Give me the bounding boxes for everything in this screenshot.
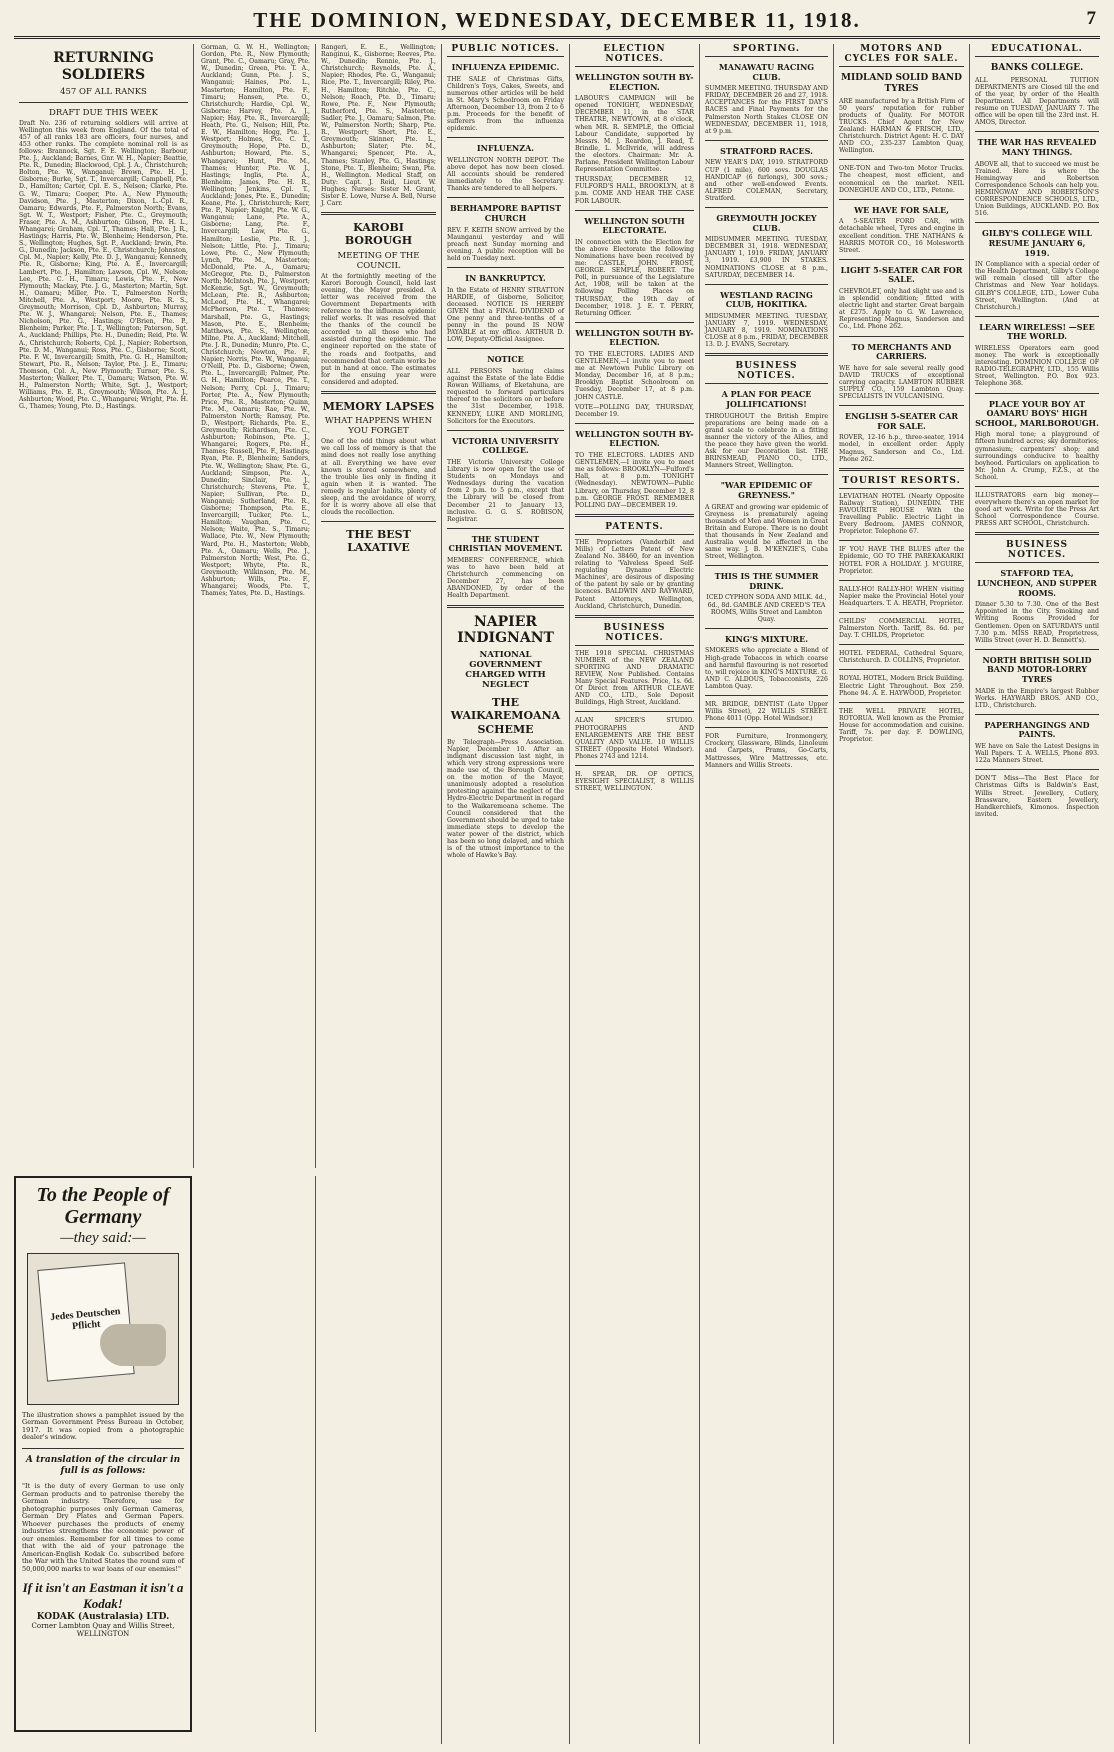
divider <box>575 711 694 712</box>
napier-text: By Telegraph—Press Association. Napier, December 10. After an indignant discussion last night, in which very strong expressions were made use of, the Borough Council, on the motion of the Mayor, unanimously adopted a resolution protesting against the neglect of the Hydro-Electric Department in regard to the Waikaremoana scheme. The Council considered that the Government should be urged to take immediate steps to develop the water power of the district, which has been so long delayed, and which is of the utmost importance to the whole of Hawke's Bay. <box>447 738 564 860</box>
gilbys-text: IN Compliance with a special order of the Health Department, Gilby's College will remain closed till after the Christmas and New Year holidays. GILBY'S COLLEGE, LTD., Lower Cuba Street, Wellington. (And at Christchurch.) <box>975 261 1099 311</box>
divider <box>839 336 964 337</box>
peace-advert-title: A PLAN FOR PEACE JOLLIFICATIONS! <box>721 389 812 409</box>
hotel-advert: ROYAL HOTEL, Modern Brick Building. Electric Light Throughout. Box 259. Phone 94. A. E. HAYWOOD, Proprietor. <box>839 675 964 697</box>
divider <box>19 102 188 103</box>
divider <box>839 702 964 703</box>
council-headline: KAROBI BOROUGH <box>344 221 413 248</box>
notice-item <box>447 437 564 523</box>
illustrators-advert: ILLUSTRATORS earn big money— everywhere there's an open market for good art work. Write for the Press Art School Correspondence Course. PRESS ART SCHOOL, Christchurch. <box>975 492 1099 528</box>
business-notice-text: THE 1918 SPECIAL CHRISTMAS NUMBER of the NEW ZEALAND SPORTING AND DRAMATIC REVIEW, Now Published. Contains Many Special Features. Price, 1s. 6d. Of Direct from ARTHUR CLEAVE AND CO., LTD., Sole Deposit Buildings, High Street, Auckland. <box>575 649 694 707</box>
tea-rooms-text: Dinner 5.30 to 7.30. One of the Best Appointed in the City. Smoking and Writing Rooms Provided for Gentlemen. Open on SATURDAYS until 7.30 p.m. MISS READ, Proprietress, Willis Street (over H. D. Bennett's). <box>975 601 1099 644</box>
hotel-advert: LEVIATHAN HOTEL (Nearly Opposite Railway Station), DUNEDIN. THE FAVOURITE HOUSE With the Travelling Public. Electric Light in Every Bedroom. JAMES CONNOR, Proprietor. Telephone 67. <box>839 492 964 536</box>
column-7 <box>834 44 970 1744</box>
divider <box>447 137 564 138</box>
newspaper-title: THE DOMINION, WEDNESDAY, DECEMBER 11, 1918. <box>253 8 861 32</box>
divider <box>705 727 828 728</box>
divider <box>447 528 564 529</box>
divider <box>321 391 436 394</box>
divider <box>575 514 694 517</box>
war-revealed-text: ABOVE all, that to succeed we must be Trained. Here is where the Hemingway and Robertson Correspondence Schools can help you. HEMINGWAY AND ROBERTSON'S CORRESPONDENCE SCHOOLS, LTD., Union Buildings, AUCKLAND. P.O. Box 516. <box>975 160 1099 218</box>
racing-club-text: MIDSUMMER MEETING. TUESDAY, DECEMBER 31, 1918. WEDNESDAY, JANUARY 1, 1919. FRIDAY, JANUARY 3, 1919. £3,900 IN STAKES. NOMINATIONS CLOSE at 8 p.m., SATURDAY, DECEMBER 14. <box>705 236 828 279</box>
divider <box>705 695 828 696</box>
gilbys-title: GILBY'S COLLEGE WILL RESUME JANUARY 6, 1919. <box>982 228 1092 258</box>
divider <box>575 615 694 618</box>
column-5 <box>570 44 700 1744</box>
notice-title: IN BANKRUPTCY. <box>465 273 546 284</box>
column-2 <box>196 44 316 1168</box>
notice-title: THE STUDENT CHRISTIAN MOVEMENT. <box>448 533 563 554</box>
notice-text: THE SALE of Christmas Gifts, Children's Toys, Cakes, Sweets, and numerous other articles will be held in St. Mary's Schoolroom on Friday Afternoon, December 13, from 2 to 6 p.m. Proceeds for the benefit of sufferers from the influenza epidemic. <box>447 75 564 133</box>
divider <box>447 348 564 349</box>
election-notice-text: THURSDAY, DECEMBER 12, FULFORD'S HALL, BROOKLYN, at 8 p.m. COME AND HEAR THE CASE FOR LABOUR. <box>575 176 694 205</box>
tea-rooms-title: STAFFORD TEA, LUNCHEON, AND SUPPER ROOMS. <box>977 568 1097 598</box>
divider <box>447 197 564 198</box>
divider <box>705 140 828 141</box>
notice-text: MEMBERS' CONFERENCE, which was to have been held at Christchurch commencing on December 27, has been ABANDONED, by order of the Health Department. <box>447 556 564 600</box>
tyres-advert-title: MIDLAND SOLID BAND TYRES <box>841 73 962 94</box>
divider <box>839 199 964 200</box>
divider <box>447 605 564 608</box>
election-notice-text: TO THE ELECTORS. LADIES AND GENTLEMEN,—I invite you to meet me at Newtown Public Library on Monday, December 16, at 8 p.m.; Brooklyn Baptist Schoolroom on Tuesday, December 17, at 8 p.m. JOHN CASTLE. <box>575 351 694 401</box>
notice-item <box>447 355 564 424</box>
kings-mixture-text: SMOKERS who appreciate a Blend of High-grade Tobaccos in which coarse and harmful flavouring is not resorted to, will rejoice in KING'S MIXTURE. G. AND C. ALDOUS, Tobacconists, 226 Lambton Quay. <box>705 647 828 690</box>
returning-soldiers-headline: RETURNING SOLDIERS <box>53 50 154 83</box>
divider <box>705 474 828 475</box>
council-subhead: MEETING OF THE COUNCIL <box>337 250 420 271</box>
merchants-text: WE have for sale several really good DAVID TRUCKS of exceptional carrying capacity. LAMBTON RUBBER SUPPLY CO., 159 Lambton Quay. SPECIALISTS IN VULCANISING. <box>839 364 964 401</box>
divider <box>705 628 828 629</box>
racing-club-title: MANAWATU RACING CLUB. <box>718 62 815 82</box>
illustration-caption: The illustration shows a pamphlet issued by the German Government Press Bureau in October, 1917. It was copied from a photographic dealer's window. <box>22 1410 184 1441</box>
business-notices-heading: BUSINESS NOTICES. <box>975 540 1099 563</box>
divider <box>839 259 964 260</box>
divider <box>705 353 828 356</box>
page-number: 7 <box>1086 8 1096 29</box>
german-pamphlet-illustration <box>27 1253 179 1405</box>
racing-club-title: WESTLAND RACING CLUB, HOKITIKA. <box>720 289 813 310</box>
patents-heading: PATENTS. <box>575 522 694 535</box>
furniture-advert: FOR Furniture, Ironmongery, Crockery, Glassware, Blinds, Linoleum and Carpets, Prams, Go-Carts, Mattresses, Wire Mattresses, etc. Manners and Willis Streets. <box>705 733 828 769</box>
memory-lapses-headline: MEMORY LAPSES <box>322 400 435 414</box>
election-notice-title: WELLINGTON SOUTH BY-ELECTION. <box>575 428 694 449</box>
racing-club-text: SUMMER MEETING. THURSDAY AND FRIDAY, DECEMBER 26 and 27, 1918. ACCEPTANCES for the FIRST DAY'S RACES and Final Payments for the Palmerston North Stakes CLOSE ON WEDNESDAY, DECEMBER 11, 1918, at 9 p.m. <box>705 85 828 135</box>
trucks-advert: ONE-TON and Two-ton Motor Trucks. The cheapest, most efficient, and economical on the market. NEIL DONEGHUE AND CO., LTD., Petone. <box>839 165 964 194</box>
racing-club-title: STRATFORD RACES. <box>720 145 813 156</box>
kodak-subheadline: —they said:— <box>60 1230 146 1246</box>
divider <box>22 1448 184 1449</box>
english-car-title: ENGLISH 5-SEATER CAR FOR SALE. <box>845 411 958 431</box>
racing-club-text: MIDSUMMER MEETING. TUESDAY, JANUARY 7, 1919. WEDNESDAY, JANUARY 8, 1919. NOMINATIONS CLOSE at 8 p.m., FRIDAY, DECEMBER 13. D. J. EVANS, Secretary. <box>705 312 828 349</box>
studio-advert: ALAN SPICER'S STUDIO. PHOTOGRAPHS AND ENLARGEMENTS ARE THE BEST QUALITY AND VALUE. 10 WILLIS STREET (Opposite Hotel Windsor). Phones 2743 and 1214. <box>575 717 694 760</box>
boys-school-title: PLACE YOUR BOY AT OAMARU BOYS' HIGH SCHOOL, MARLBOROUGH. <box>975 398 1099 428</box>
summer-drink-title: THIS IS THE SUMMER DRINK. <box>714 571 819 591</box>
car-sale-title: LIGHT 5-SEATER CAR FOR SALE. <box>840 264 963 285</box>
divider <box>839 644 964 645</box>
notice-item <box>447 63 564 132</box>
memory-lapses-text: One of the odd things about what we call loss of memory is that the mind does not really lose anything at all. Everything we have ever known is stored somewhere, and the trouble lies only in finding it again when it is wanted. The remedy is regular habits, plenty of sleep, and the avoidance of worry, for it is worry above all else that clouds the recollection. <box>321 438 436 517</box>
divider <box>705 284 828 285</box>
wireless-text: WIRELESS Operators earn good money. The work is exceptionally interesting. DOMINION COLLEGE OF RADIO-TELEGRAPHY, LTD., 155 Willis Street, Wellington. P.O. Box 923. Telephone 368. <box>975 345 1099 388</box>
rubber-tyres-text: MADE in the Empire's largest Rubber Works. HAYWARD BROS. AND CO., LTD., Christchurch. <box>975 687 1099 709</box>
english-car-text: ROVER, 12-16 h.p., three-seater, 1914 model, in excellent order. Apply Magnus, Sanderson and Co., Ltd. Phone 262. <box>839 434 964 463</box>
hand-illustration <box>100 1324 166 1366</box>
for-sale-title: WE HAVE FOR SALE, <box>854 204 949 215</box>
greyness-advert-title: "WAR EPIDEMIC OF GREYNESS." <box>720 480 813 500</box>
notice-item <box>447 204 564 262</box>
pamphlet-title: Jedes Deutschen Pflicht <box>49 1305 121 1333</box>
divider <box>839 405 964 406</box>
kodak-advertisement <box>14 1176 192 1732</box>
divider <box>447 267 564 268</box>
summer-drink-text: ICED CYPHON SODA AND MILK. 4d., 6d., 8d. GAMBLE AND CREED'S TEA ROOMS, Willis Street and Lambton Quay. <box>706 594 827 623</box>
notice-text: THE Victoria University College Library is now open for the use of Students on Mondays and Wednesdays during the vacation from 2 p.m. to 5 p.m., except that the Library will be closed from December 21 to January 13, inclusive. G. G. S. ROBISON, Registrar. <box>447 458 564 523</box>
war-revealed-title: THE WAR HAS REVEALED MANY THINGS. <box>977 137 1097 158</box>
kodak-address: Corner Lambton Quay and Willis Street, WELLINGTON <box>31 1621 175 1638</box>
notice-title: VICTORIA UNIVERSITY COLLEGE. <box>452 435 559 456</box>
rubber-tyres-title: NORTH BRITISH SOLID BAND MOTOR-LORRY TYRES <box>982 654 1092 685</box>
tyres-advert-text: ARE manufactured by a British Firm of 50 years' reputation for rubber products of Quality. For MOTOR TRUCKS. Chief Agent for New Zealand: HARMAN & FRISCH, LTD., Christchurch. District Agent: H. C. DAY AND CO., 235-237 Lambton Quay, Wellington. <box>839 97 964 155</box>
napier-headline: NAPIER INDIGNANT <box>457 613 554 647</box>
notice-item <box>447 535 564 600</box>
divider <box>839 540 964 541</box>
election-notice-text: IN connection with the Election for the above Electorate the following Nominations have been received by me: CASTLE, JOHN. FROST, GEORGE. SEMPLE, ROBERT. The Poll, in pursuance of the Legislature Act, 1908, will be taken at the following Polling Places on THURSDAY, the 19th day of December, 1918. J. E. T. PERRY, Returning Officer. <box>575 238 694 317</box>
column-6 <box>700 44 834 1744</box>
notice-title: INFLUENZA. <box>476 143 535 154</box>
election-notices-heading: ELECTION NOTICES. <box>575 44 694 67</box>
notice-text: REV. F. KEITH SNOW arrived by the Maunganui yesterday and will preach next Sunday morning and evening. A public reception will be held on Tuesday next. <box>447 226 564 262</box>
peace-advert-text: THROUGHOUT the British Empire preparations are being made on a grand scale to celebrate in a fitting manner the victory of the Allies, and the peace they have given the world. Ask for our Decoration list. THE BRINSMEAD, PIANO CO., LTD., Manners Street, Wellington. <box>705 412 828 470</box>
nominal-roll-end: Rangeri, E. E., Wellington; Ranginui, K., Gisborne; Reeves, Pte. W., Dunedin; Rennie, Pte. J., Christchurch; Reynolds, Pte. A., Napier; Rhodes, Pte. G., Wanganui; Rice, Pte. T., Invercargill; Riley, Pte. H., Hamilton; Ritchie, Pte. C., Nelson; Roach, Pte. D., Timaru; Rowe, Pte. F., New Plymouth; Rutherford, Pte. S., Masterton; Sadler, Pte. J., Oamaru; Salmon, Pte. W., Palmerston North; Sharp, Pte. R., Westport; Short, Pte. E., Greymouth; Skinner, Pte. L., Ashburton; Slater, Pte. M., Whangarei; Spencer, Pte. A., Thames; Stanley, Pte. G., Hastings; Stone, Pte. T., Blenheim; Swan, Pte. H., Wellington. Medical Staff, on Duty: Capt. J. Reid, Lieut. W. Hughes; Nurses: Sister M. Grant, Sister E. Lowe, Nurse A. Bell, Nurse J. Carr. <box>321 44 436 208</box>
returning-soldiers-subhead: 457 OF ALL RANKS <box>60 86 147 97</box>
divider <box>575 765 694 766</box>
public-notices-heading: PUBLIC NOTICES. <box>447 44 564 57</box>
notice-text: In the Estate of HENRY STRATTON HARDIE, of Gisborne, Solicitor, deceased. NOTICE IS HEREBY GIVEN that a FINAL DIVIDEND of One penny and three-tenths of a penny in the pound IS NOW PAYABLE at my office. ARTHUR D. LOW, Deputy-Official Assignee. <box>447 286 564 344</box>
notice-title: INFLUENZA EPIDEMIC. <box>451 62 560 72</box>
hotel-advert: RALLY-HO! RALLY-HO! WHEN visiting Napier make the Provincial Hotel your Headquarters. T. A. HEATH, Proprietor. <box>839 585 964 607</box>
paperhangings-title: PAPERHANGINGS AND PAINTS. <box>984 719 1090 740</box>
nominal-roll-continued: Gorman, G. W. H., Wellington; Gordon, Pte. R., New Plymouth; Grant, Pte. C., Oamaru; Gray, Pte. W., Dunedin; Green, Pte. T. A., Auckland; Gunn, Pte. J. S., Wanganui; Haines, Pte. L., Masterton; Hamilton, Pte. F., Timaru; Hansen, Pte. O., Christchurch; Hardie, Cpl. W., Gisborne; Harvey, Pte. A. J., Napier; Hay, Pte. R., Invercargill; Heath, Pte. G., Nelson; Hill, Pte. E. W., Hamilton; Hogg, Pte. J., Westport; Holmes, Pte. C. T., Greymouth; Hope, Pte. D., Ashburton; Howard, Pte. S., Whangarei; Hunt, Pte. M., Thames; Hunter, Pte. W. J., Hastings; Inglis, Pte. A., Blenheim; James, Pte. H. R., Wellington; Jenkins, Cpl. T., Auckland; Jones, Pte. E., Dunedin; Keane, Pte. J., Christchurch; Kerr, Pte. P., Napier; Knight, Pte. W. G., Wanganui; Lane, Pte. A., Gisborne; Lang, Pte. F., Invercargill; Law, Pte. G., Hamilton; Leslie, Pte. R. J., Nelson; Little, Pte. J., Timaru; Lowe, Pte. C., New Plymouth; Lynch, Pte. M., Masterton; McDonald, Pte. A., Oamaru; McGregor, Pte. D., Palmerston North; McIntosh, Pte. J., Westport; McKenzie, Sgt. W., Greymouth; McLean, Pte. R., Ashburton; McLeod, Pte. H., Whangarei; McPherson, Pte. T., Thames; Marshall, Pte. G., Hastings; Mason, Pte. E., Blenheim; Matthews, Pte. S., Wellington; Milne, Pte. A., Auckland; Mitchell, Pte. J. R., Dunedin; Munro, Pte. C., Christchurch; Newton, Pte. F., Napier; Norris, Pte. W., Wanganui; O'Neill, Pte. D., Gisborne; Owen, Pte. L., Invercargill; Palmer, Pte. G. H., Hamilton; Pearce, Pte. T., Nelson; Perry, Cpl. J., Timaru; Porter, Pte. A., New Plymouth; Price, Pte. R., Masterton; Quinn, Pte. M., Oamaru; Rae, Pte. W., Palmerston North; Ramsay, Pte. D., Westport; Richards, Pte. E., Greymouth; Richardson, Pte. C., Ashburton; Robinson, Pte. J., Whangarei; Rogers, Pte. H., Thames; Russell, Pte. F., Hastings; Ryan, Pte. P., Blenheim; Sanders, Pte. W., Wellington; Shaw, Pte. G., Auckland; Simpson, Pte. A., Dunedin; Sinclair, Pte. J., Christchurch; Stevens, Pte. T., Napier; Sullivan, Pte. D., Wanganui; Sutherland, Pte. R., Gisborne; Thompson, Pte. E., Invercargill; Tucker, Pte. L., Hamilton; Vaughan, Pte. C., Nelson; Waite, Pte. S., Timaru; Wallace, Pte. W., New Plymouth; Ward, Pte. H., Masterton; Webb, Pte. A., Oamaru; Wells, Pte. J., Palmerston North; West, Pte. G., Westport; Whyte, Pte. R., Greymouth; Wilkinson, Pte. M., Ashburton; Wills, Pte. F., Whangarei; Woods, Pte. T., Thames; Yates, Pte. D., Hastings. <box>201 44 310 598</box>
divider <box>975 714 1099 715</box>
educational-heading: EDUCATIONAL. <box>975 44 1099 57</box>
sporting-heading: SPORTING. <box>705 44 828 57</box>
waikaremoana-headline: THE WAIKAREMOANA SCHEME <box>450 696 561 736</box>
draft-subhead: DRAFT DUE THIS WEEK <box>49 107 158 118</box>
business-notices-heading: BUSINESS NOTICES. <box>705 361 828 384</box>
divider <box>975 131 1099 132</box>
hotel-advert: THE WELL PRIVATE HOTEL, ROTORUA. Well known as the Premier House for accommodation and cuisine. Tariff, 7s. per day. F. DOWLING, Proprietor. <box>839 707 964 744</box>
election-notice-text: TO THE ELECTORS. LADIES AND GENTLEMEN,—I invite you to meet me as follows: BROOKLYN—Fulford's Hall, at 8 p.m. TONIGHT (Wednesday). NEWTOWN—Public Library, on Thursday, December 12, 8 p.m. GEORGE FROST. REMEMBER POLLING DAY—DECEMBER 19. <box>575 452 694 509</box>
laxative-headline: THE BEST LAXATIVE <box>346 528 411 555</box>
racing-club-title: GREYMOUTH JOCKEY CLUB. <box>716 213 817 233</box>
divider <box>575 210 694 211</box>
greyness-advert-text: A GREAT and growing war epidemic of Greyness is prematurely ageing thousands of Men and Women in Great Britain and Europe. There is no doubt that thousands in New Zealand and Australia would be affected in the same way. J. B. M'KENZIE'S, Cuba Street, Wellington. <box>705 503 828 561</box>
hotel-advert: CHILDS' COMMERCIAL HOTEL, Palmerston North. Tariff, 8s. 6d. per Day. T. CHILDS, Proprietor. <box>839 617 964 640</box>
notice-item <box>447 274 564 343</box>
hotel-advert: HOTEL FEDERAL, Cathedral Square, Christchurch. D. COLLINS, Proprietor. <box>839 650 964 665</box>
column-4 <box>442 44 570 1744</box>
for-sale-text: A 5-SEATER FORD CAR, with detachable wheel, Tyres and engine in excellent condition. THE NATHANS & HARRIS MOTOR CO., 16 Molesworth Street. <box>839 218 964 254</box>
election-notice-text: LABOUR'S CAMPAIGN will be opened TONIGHT, WEDNESDAY, DECEMBER 11, in the STAR THEATRE, NEWTOWN, at 8 o'clock, when MR. R. SEMPLE, the Official Labour Candidate, supported by Messrs. M. J. Reardon, J. Read, T. Brindle, L. McIlvride, will address the electors. Chairman: Mr. A. Parlane, President Wellington Labour Representation Committee. <box>575 95 694 174</box>
notice-text: ALL PERSONS having claims against the Estate of the late Eddie Rowan Williams, of Eketahuna, are requested to forward particulars thereof to the solicitors on or before the 31st December, 1918. KENNEDY, LUKE AND MORLING, Solicitors for the Executors. <box>447 368 564 425</box>
kings-mixture-title: KING'S MIXTURE. <box>724 633 809 644</box>
masthead <box>14 6 1100 39</box>
election-notice-title: WELLINGTON SOUTH BY-ELECTION. <box>575 72 694 92</box>
divider <box>975 769 1099 770</box>
nominal-roll-text: Draft No. 236 of returning soldiers will arrive at Wellington this week from England. Of the total of 457 of all ranks 183 are officers, four nurses, and 453 other ranks. The complete nominal roll is as follows: Brannock, Sgt. F. E. Wellington; Barbour, Pte. J., Auckland; Barnes, Gnr. W. H., Napier; Beattie, Pte. R., Dunedin; Blackwood, Cpl. J. A., Christchurch; Bolton, Pte. W., Wanganui; Brown, Pte. H. J., Gisborne; Burke, Sgt. T., Invercargill; Campbell, Pte. D., Hamilton; Carter, Cpl. E. S., Nelson; Clarke, Pte. G. W., Timaru; Cooper, Pte. A., New Plymouth; Davidson, Pte. J., Masterton; Dixon, L.-Cpl. R., Oamaru; Edwards, Pte. F., Palmerston North; Evans, Sgt. W. T., Westport; Fisher, Pte. C., Greymouth; Fraser, Pte. A. M., Ashburton; Gibson, Pte. H. L., Whangarei; Graham, Cpl. T., Thames; Hall, Pte. J. R., Hastings; Harris, Pte. W., Blenheim; Henderson, Pte. S., Wellington; Hughes, Sgt. P., Auckland; Irwin, Pte. G., Dunedin; Jackson, Pte. E., Christchurch; Johnston, Cpl. M., Napier; Kelly, Pte. D. J., Wanganui; Kennedy, Pte. R., Gisborne; King, Pte. A. E., Invercargill; Lambert, Pte. J., Hamilton; Lawson, Cpl. W., Nelson; Lee, Pte. C. H., Timaru; Lewis, Pte. F., New Plymouth; Mackay, Pte. J. G., Masterton; Martin, Sgt. H., Oamaru; Miller, Pte. T., Palmerston North; Mitchell, Pte. A., Westport; Moore, Pte. R. S., Greymouth; Morrison, Cpl. D., Ashburton; Murray, Pte. W. J., Whangarei; Nelson, Pte. E., Thames; Nicholson, Pte. G., Hastings; O'Brien, Pte. P., Blenheim; Parker, Pte. J. T., Wellington; Paterson, Sgt. A., Auckland; Phillips, Pte. H., Dunedin; Reid, Pte. W. A., Christchurch; Roberts, Cpl. J., Napier; Robertson, Pte. D. M., Wanganui; Ross, Pte. C., Gisborne; Scott, Pte. F. W., Invercargill; Smith, Pte. G. H., Hamilton; Stewart, Pte. R., Nelson; Taylor, Pte. J. E., Timaru; Thomson, Cpl. A., New Plymouth; Turner, Pte. S., Masterton; Walker, Pte. T., Oamaru; Watson, Pte. W. H., Palmerston North; White, Sgt. J., Westport; Williams, Pte. E. R., Greymouth; Wilson, Pte. A. J., Ashburton; Wood, Pte. C., Whangarei; Wright, Pte. H. G., Thames; Young, Pte. D., Hastings. <box>19 119 188 411</box>
divider <box>321 521 436 522</box>
divider <box>575 423 694 424</box>
divider <box>321 212 436 215</box>
wireless-title: LEARN WIRELESS! —SEE THE WORLD. <box>979 321 1095 342</box>
election-notice-title: WELLINGTON SOUTH ELECTORATE. <box>584 215 685 236</box>
election-notice-text: VOTE—POLLING DAY, THURSDAY, December 19. <box>575 403 694 418</box>
divider <box>839 612 964 613</box>
election-notice-title: WELLINGTON SOUTH BY-ELECTION. <box>575 327 694 348</box>
notice-title: BERHAMPORE BAPTIST CHURCH <box>449 203 562 223</box>
boys-school-text: High moral tone; a playground of fifteen hundred acres; sky dormitories; gymnasium; carpenters' shop; and surroundings conducive to healthy boyhood. Particulars on application to Mr. John A. Crump, F.Z.S., at the School. <box>975 431 1099 481</box>
column-3 <box>196 1176 316 1732</box>
motors-cycles-heading: MOTORS AND CYCLES FOR SALE. <box>839 44 964 67</box>
kodak-company: KODAK (Australasia) LTD. <box>36 1611 170 1622</box>
column-8 <box>970 44 1104 1744</box>
merchants-title: TO MERCHANTS AND CARRIERS. <box>851 341 952 362</box>
optics-advert: H. SPEAR, DR. OF OPTICS, EYESIGHT SPECIALIST, 8 WILLIS STREET, WELLINGTON. <box>575 771 694 793</box>
divider <box>975 393 1099 394</box>
divider <box>975 532 1099 535</box>
gifts-advert: DON'T Miss—The Best Place for Christmas Gifts is Baldwin's East, Willis Street. Jewellery, Cutlery, Brassware, Eastern Jewellery, Handkerchiefs, Kimonos. Inspection invited. <box>975 775 1099 818</box>
car-sale-text: CHEVROLET, only had slight use and is in splendid condition; fitted with electric light and starter. Great bargain at £275. Apply to G. W. Lawrence, Representing Magnus, Sanderson and Co., Ltd. Phone 262. <box>839 287 964 331</box>
divider <box>839 580 964 581</box>
notice-title: NOTICE <box>487 354 524 365</box>
racing-club-text: NEW YEAR'S DAY, 1919. STRATFORD CUP (1 mile), 600 sovs. DOUGLAS HANDICAP (6 furlongs), 300 sovs.; and other well-endowed Events. ALFRED COLEMAN, Secretary, Stratford. <box>705 159 828 202</box>
divider <box>839 669 964 670</box>
napier-subhead: NATIONAL GOVERNMENT CHARGED WITH NEGLECT <box>465 650 546 691</box>
divider <box>839 159 964 160</box>
college-text: ALL PERSONAL TUITION DEPARTMENTS are Closed till the end of the year, by order of the Health Department. All Departments will resume on TUESDAY, JANUARY 7. The office will be open till the 23rd inst. H. AMOS, Director. <box>975 76 1099 127</box>
divider <box>975 486 1099 487</box>
memory-lapses-subhead: WHAT HAPPENS WHEN YOU FORGET <box>324 416 433 437</box>
translation-heading: A translation of the circular in full is as follows: <box>25 1455 181 1476</box>
hotel-advert: IF YOU HAVE THE BLUES after the Epidemic, GO TO THE PAREKAKARIKI HOTEL FOR A HOLIDAY. J. M'GUIRE, Proprietor. <box>839 546 964 575</box>
column-3b <box>316 44 442 1744</box>
divider <box>705 207 828 208</box>
divider <box>975 222 1099 223</box>
business-notices-heading: BUSINESS NOTICES. <box>575 623 694 646</box>
divider <box>975 316 1099 317</box>
notice-text: WELLINGTON NORTH DEPOT. The above depot has now been closed. All accounts should be rendered immediately to the Secretary. Thanks are tendered to all helpers. <box>447 156 564 193</box>
council-text: At the fortnightly meeting of the Karori Borough Council, held last evening, the Mayor presided. A letter was received from the Government Departments with reference to the influenza epidemic relief works. It was resolved that the thanks of the council be accorded to all those who had assisted during the epidemic. The engineer reported on the state of the roads and footpaths, and recommended that certain works be put in hand at once. The estimates for the ensuing year were considered and adopted. <box>321 272 436 386</box>
divider <box>575 322 694 323</box>
translation-text: "It is the duty of every German to use only German products and to patronise thereby the German industry. Therefore, use for photographic purposes only German Cameras, German Dry Plates and German Papers. Whoever purchases the products of enemy industries strengthens the economic power of our enemies. Remember for all times to come that with the aid of your patronage the American-English Kodak Co. subscribed before the War with the United States the round sum of 50,000,000 marks to war loans of our enemies!" <box>22 1482 184 1573</box>
kodak-slogan: If it isn't an Eastman it isn't a Kodak! <box>22 1579 184 1611</box>
column-1 <box>14 44 194 1168</box>
divider <box>975 649 1099 650</box>
notice-item <box>447 144 564 192</box>
divider <box>839 468 964 471</box>
college-title: BANKS COLLEGE. <box>990 63 1084 73</box>
kodak-headline: To the People of Germany <box>36 1184 170 1228</box>
divider <box>447 430 564 431</box>
patents-text: THE Proprietors (Vanderbilt and Mills) of Letters Patent of New Zealand No. 38460, for an invention relating to 'Valveless Speed Self-regulating Dynamo Electric Machines', are desirous of disposing of the patent by sale or by granting licences. BALDWIN AND RAYWARD, Patent Attorneys, Wellington, Auckland, Christchurch, Dunedin. <box>575 538 694 610</box>
paperhangings-text: WE have on Sale the Latest Designs in Wall Papers. T. A. WELLS, Phone 893. 122a Manners Street. <box>975 743 1099 765</box>
divider <box>705 565 828 566</box>
tourist-resorts-heading: TOURIST RESORTS. <box>839 476 964 489</box>
dentist-advert: MR. BRIDGE, DENTIST (Late Upper Willis Street), 22 WILLIS STREET. Phone 4011 (Opp. Hotel Windsor.) <box>705 701 828 723</box>
